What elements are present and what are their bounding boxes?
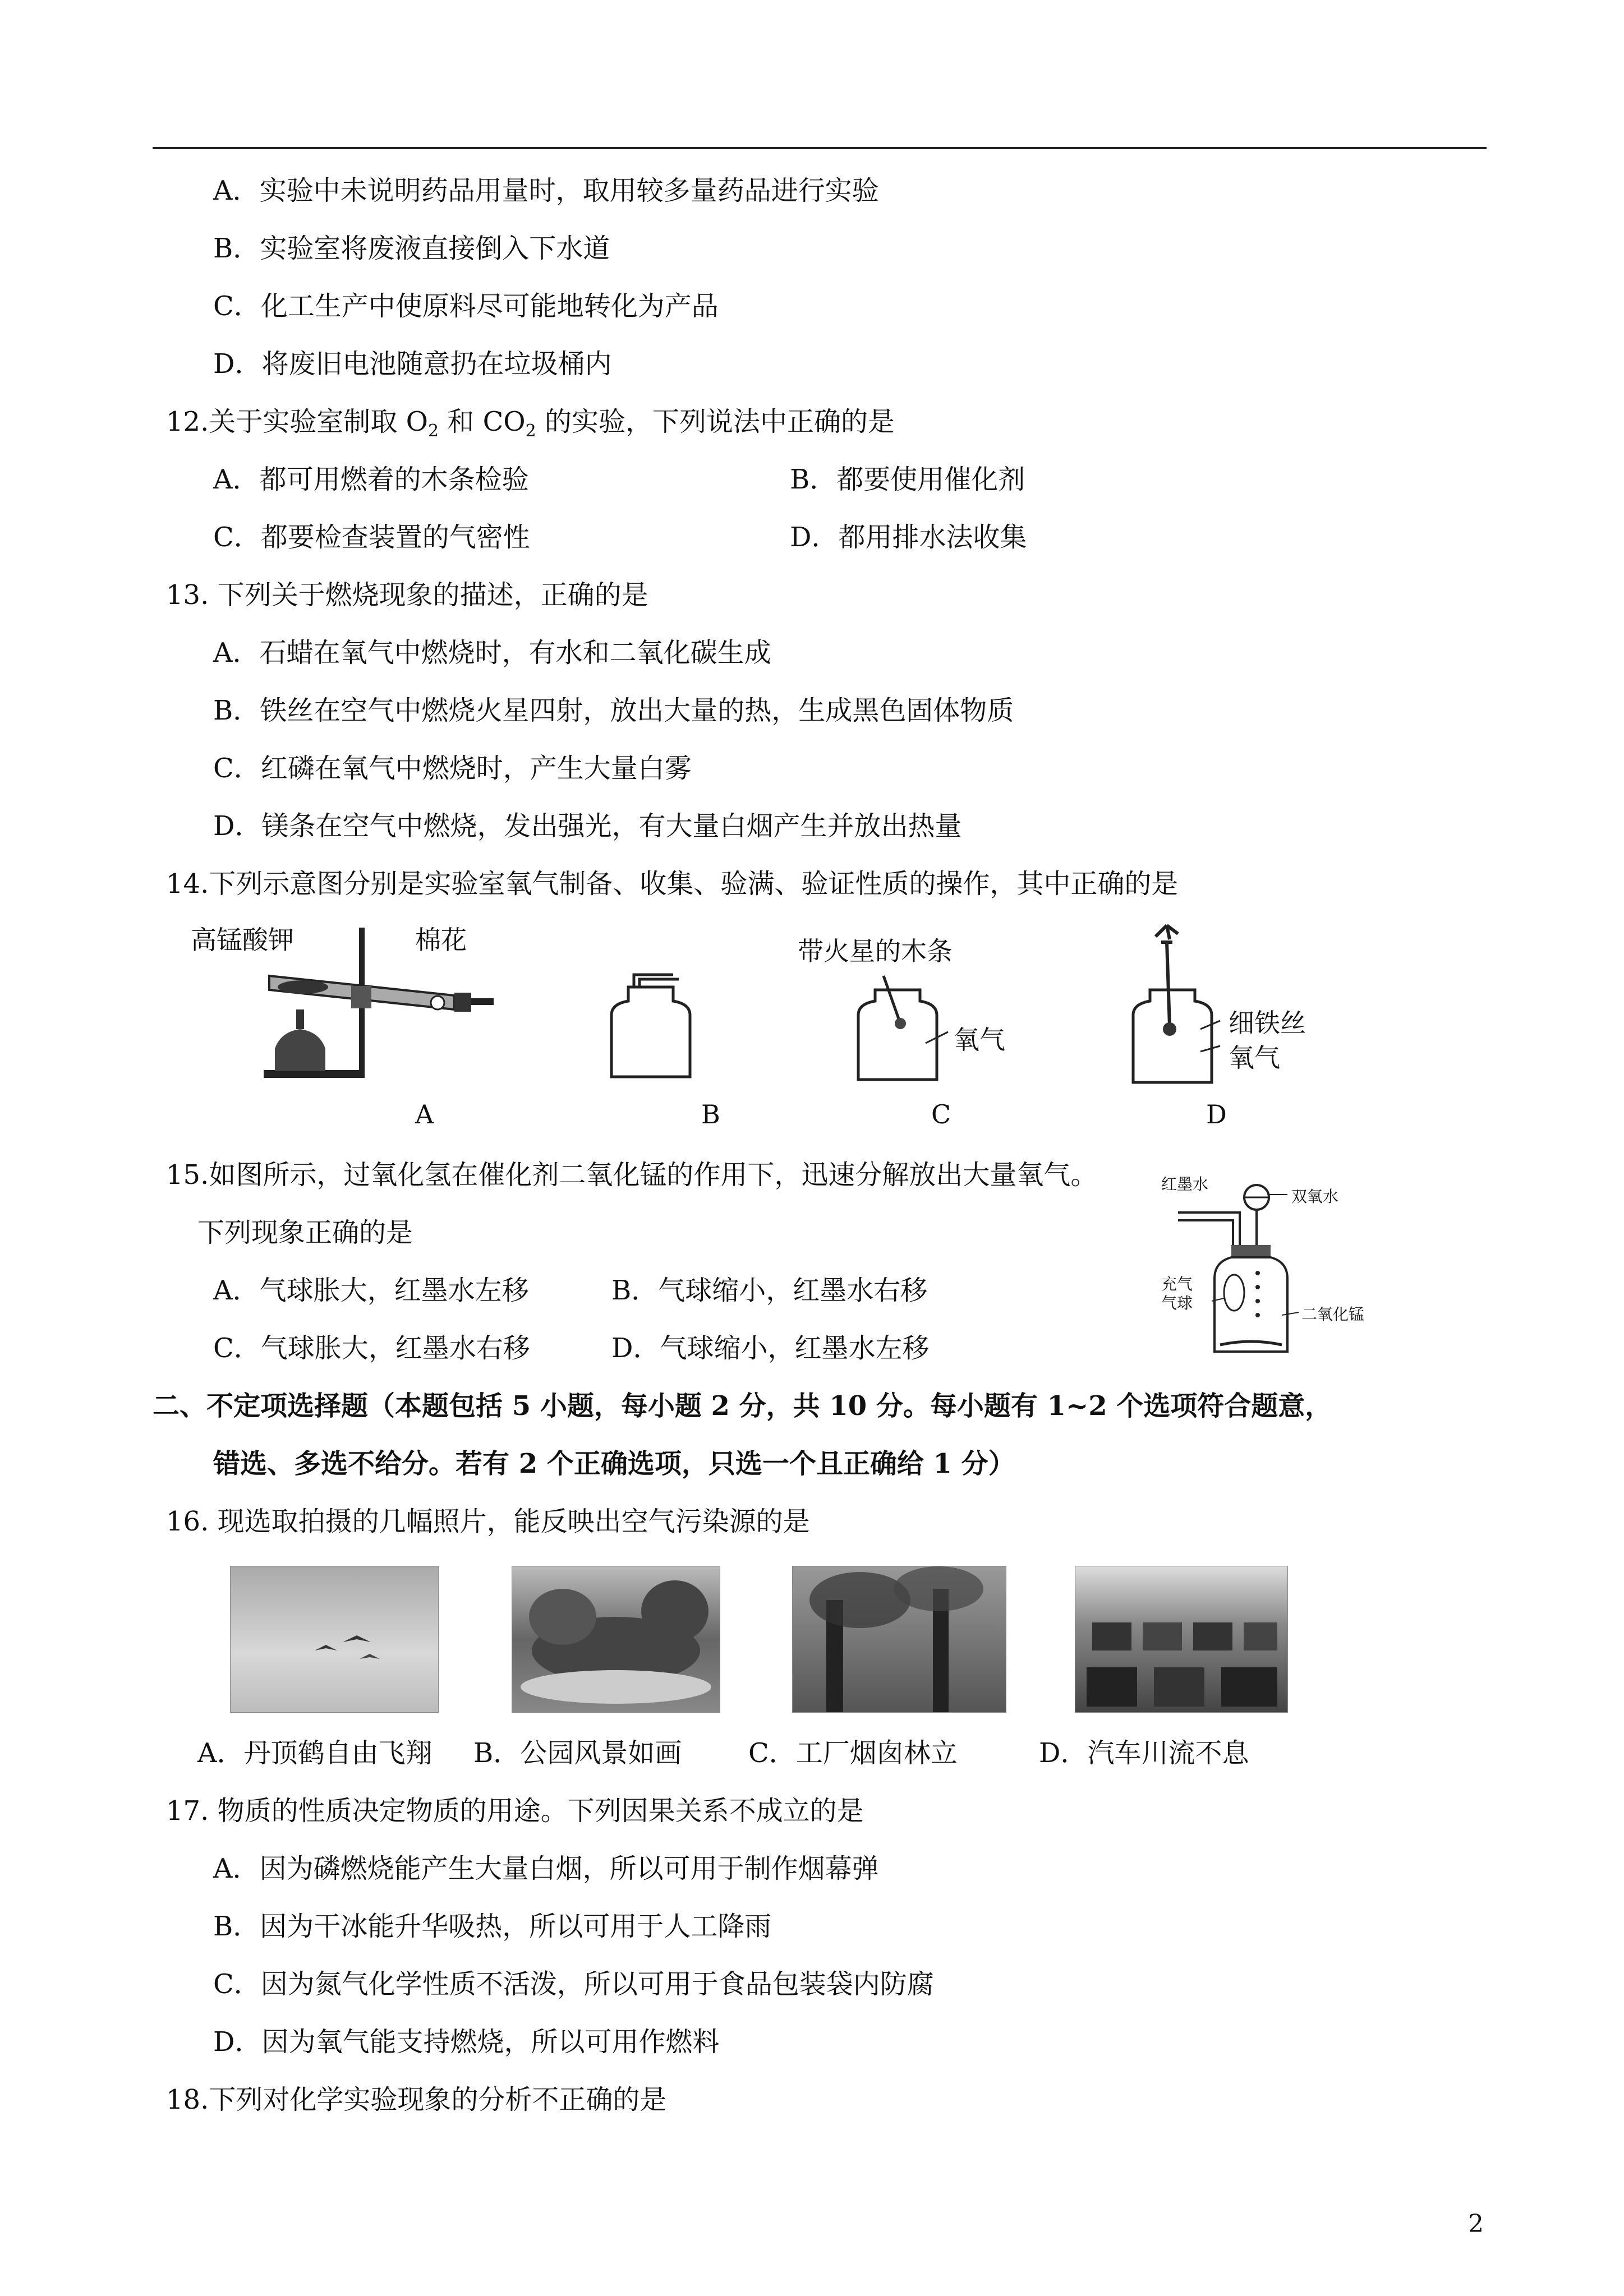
q16-stem: 16. 现选取拍摄的几幅照片，能反映出空气污染源的是 — [166, 1506, 810, 1537]
q15-stem: 15.如图所示，过氧化氢在催化剂二氧化锰的作用下，迅速分解放出大量氧气。 — [166, 1159, 1098, 1191]
q14-label-d: D — [1206, 1099, 1227, 1129]
q14-figc-label-oxygen: 氧气 — [954, 1025, 1005, 1055]
q16-photo-cranes — [230, 1566, 439, 1713]
q14-figa-label-cotton: 棉花 — [415, 925, 467, 955]
q16-option-a: A．丹顶鹤自由飞翔 — [197, 1737, 433, 1769]
q12-option-c: C．都要检查装置的气密性 — [213, 522, 530, 553]
q16-option-c: C．工厂烟囱林立 — [748, 1737, 958, 1769]
q13-option-b: B．铁丝在空气中燃烧火星四射，放出大量的热，生成黑色固体物质 — [213, 695, 1014, 726]
q17-option-c: C．因为氮气化学性质不活泼，所以可用于食品包装袋内防腐 — [213, 1968, 934, 2000]
page-number: 2 — [1468, 2210, 1484, 2238]
q15-fig-label-red-ink: 红墨水 — [1161, 1175, 1209, 1193]
q15-fig-label-balloon-2: 气球 — [1161, 1294, 1193, 1312]
q14-figure-a — [191, 920, 505, 1088]
q17-option-a: A．因为磷燃烧能产生大量白烟，所以可用于制作烟幕弹 — [213, 1853, 879, 1884]
q14-figa-label-kmno4: 高锰酸钾 — [191, 925, 294, 955]
q15-fig-label-balloon-1: 充气 — [1161, 1275, 1193, 1293]
q12-option-b: B．都要使用催化剂 — [790, 464, 1025, 495]
q14-figc-label-splint: 带火星的木条 — [798, 936, 953, 966]
q11-option-c: C．化工生产中使原料尽可能地转化为产品 — [213, 291, 719, 322]
q16-option-b: B．公园风景如画 — [473, 1737, 682, 1769]
q15-option-a: A．气球胀大，红墨水左移 — [213, 1275, 529, 1306]
q15-option-d: D．气球缩小，红墨水左移 — [611, 1333, 930, 1364]
q17-option-b: B．因为干冰能升华吸热，所以可用于人工降雨 — [213, 1911, 772, 1942]
q15-option-b: B．气球缩小，红墨水右移 — [611, 1275, 928, 1306]
q15-fig-label-mno2: 二氧化锰 — [1301, 1305, 1365, 1324]
q15-figure — [1161, 1172, 1386, 1357]
q13-option-d: D．镁条在空气中燃烧，发出强光，有大量白烟产生并放出热量 — [213, 810, 962, 842]
q14-figd-label-oxygen: 氧气 — [1229, 1043, 1280, 1073]
q14-label-b: B — [701, 1099, 720, 1129]
q11-option-a: A．实验中未说明药品用量时，取用较多量药品进行实验 — [213, 175, 879, 206]
q17-stem: 17. 物质的性质决定物质的用途。下列因果关系不成立的是 — [166, 1795, 864, 1827]
q15-option-c: C．气球胀大，红墨水右移 — [213, 1333, 530, 1364]
q16-photo-traffic — [1075, 1566, 1288, 1713]
q16-option-d: D．汽车川流不息 — [1039, 1737, 1249, 1769]
q11-option-d: D．将废旧电池随意扔在垃圾桶内 — [213, 348, 612, 380]
q17-option-d: D．因为氧气能支持燃烧，所以可用作燃料 — [213, 2026, 720, 2058]
q12-stem: 12.关于实验室制取 $O_2$ 和 $CO_2$ 的实验，下列说法中正确的是 — [166, 406, 895, 441]
q18-stem: 18.下列对化学实验现象的分析不正确的是 — [166, 2084, 667, 2115]
q13-option-c: C．红磷在氧气中燃烧时，产生大量白雾 — [213, 753, 692, 784]
q14-figd-label-iron-wire: 细铁丝 — [1229, 1008, 1306, 1038]
q14-stem: 14.下列示意图分别是实验室氧气制备、收集、验满、验证性质的操作，其中正确的是 — [166, 868, 1179, 900]
q11-option-b: B．实验室将废液直接倒入下水道 — [213, 233, 610, 264]
q14-label-c: C — [931, 1099, 951, 1129]
q14-figure-d — [1116, 920, 1352, 1088]
q14-label-a: A — [415, 1099, 434, 1129]
section2-heading-line2: 错选、多选不给分。若有 2 个正确选项，只选一个且正确给 1 分） — [213, 1448, 1015, 1479]
q12-option-a: A．都可用燃着的木条检验 — [213, 464, 529, 495]
q15-fig-label-h2o2: 双氧水 — [1291, 1187, 1339, 1206]
q14-figure-c — [785, 931, 1021, 1082]
q13-stem: 13. 下列关于燃烧现象的描述，正确的是 — [166, 579, 648, 611]
q15-stem-2: 下列现象正确的是 — [197, 1217, 413, 1248]
q14-figure-b — [595, 970, 718, 1082]
q12-option-d: D．都用排水法收集 — [790, 522, 1027, 553]
section2-heading-line1: 二、不定项选择题（本题包括 5 小题，每小题 2 分，共 10 分。每小题有 1~2 个选项符合题意， — [153, 1390, 1332, 1422]
q16-photo-factory — [792, 1566, 1006, 1713]
q16-photo-park — [512, 1566, 720, 1713]
header-rule — [153, 147, 1487, 149]
q13-option-a: A．石蜡在氧气中燃烧时，有水和二氧化碳生成 — [213, 637, 771, 668]
